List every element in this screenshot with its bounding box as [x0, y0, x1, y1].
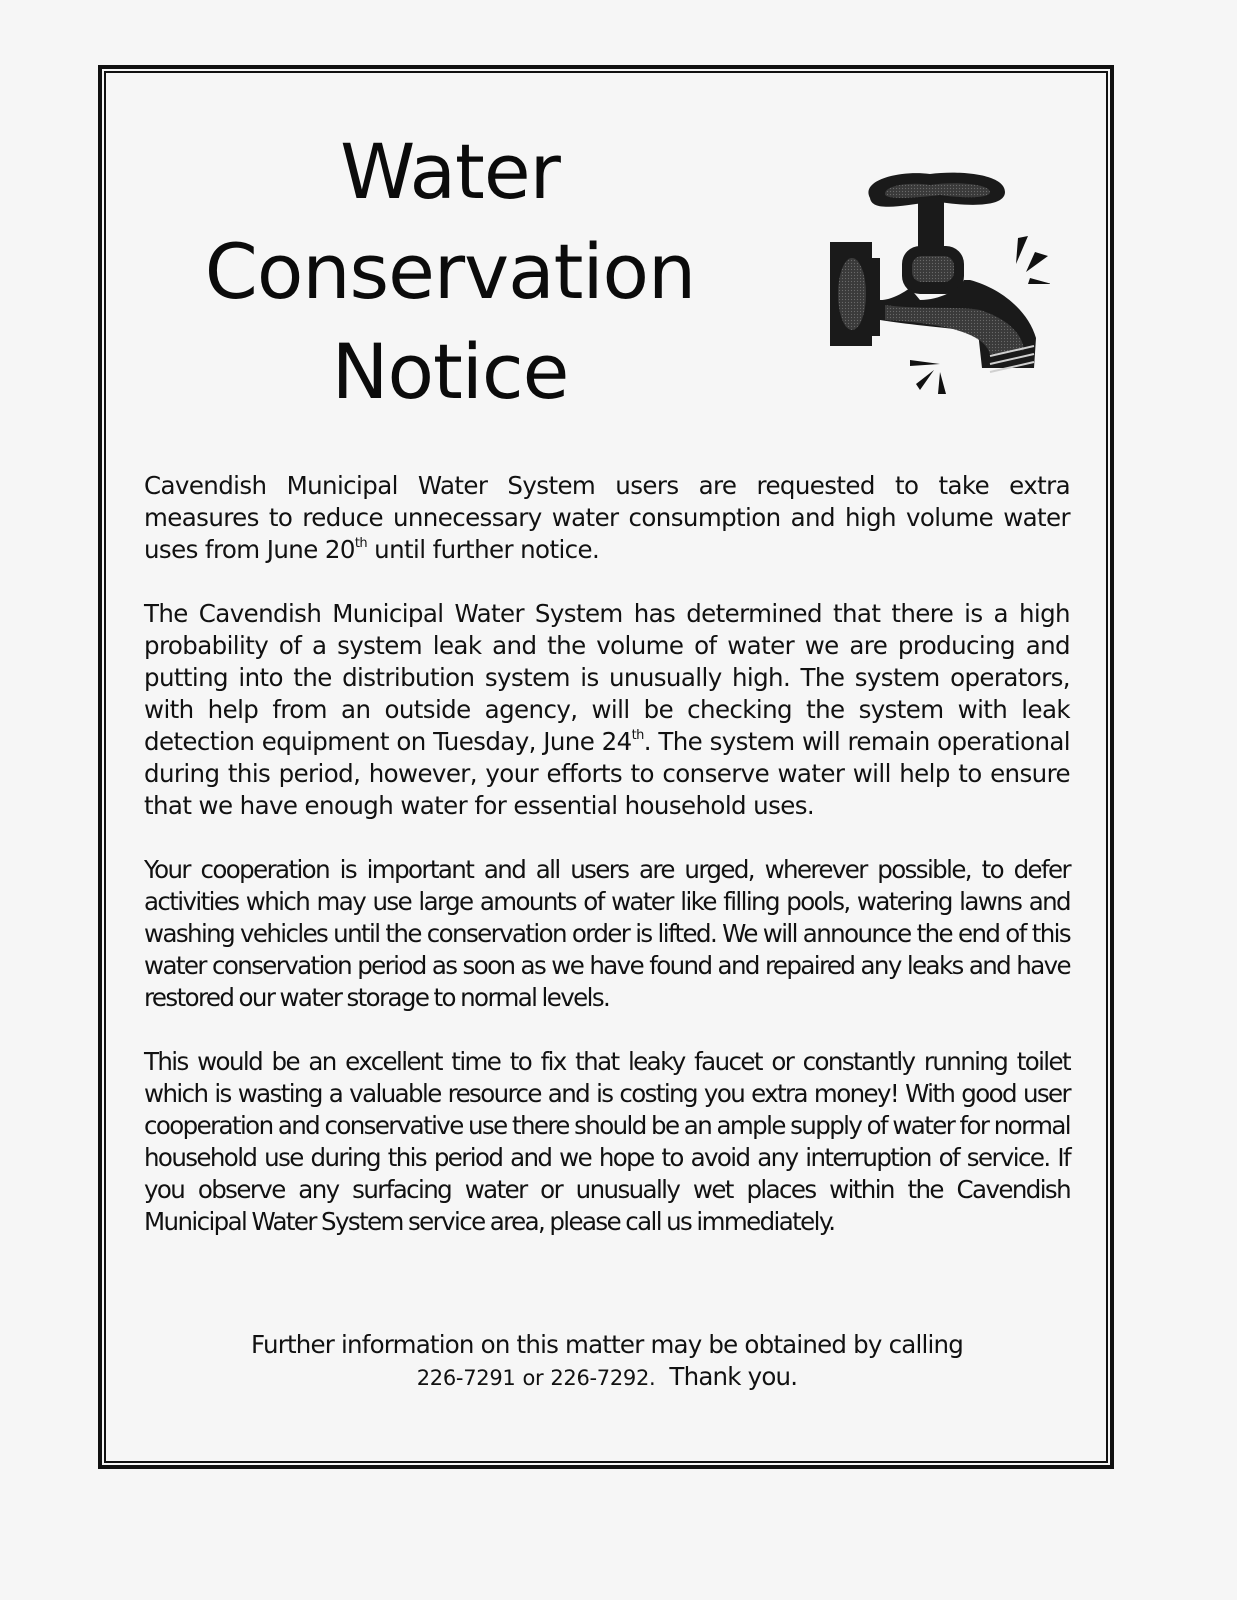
phone-number-1: 226-7291	[416, 1366, 516, 1390]
phone-separator: or	[522, 1366, 544, 1390]
phone-number-2: 226-7292.	[550, 1366, 656, 1390]
paragraph-leaky-faucet: This would be an excellent time to fix that leaky faucet or constantly running toilet which is wasting a valuable resource and is costing you extra money! With good user cooperation and conservative use there should be an ample supply of water for normal household use during this period and we hope to avoid any interruption of service. If you observe any surfacing water or unusually wet places within the Cavendish Municipal Water System service area, please call us immediately.	[144, 1047, 1070, 1236]
contact-footer	[144, 1329, 1070, 1394]
thank-you: Thank you.	[669, 1362, 798, 1391]
faucet-icon	[790, 160, 1050, 400]
title-line-1: Water	[340, 127, 560, 216]
contact-line: Further information on this matter may be obtained by calling	[251, 1330, 963, 1359]
title-line-2: Conservation	[204, 227, 696, 316]
paragraph-leak-detection: The Cavendish Municipal Water System has determined that there is a high probability of a system leak and the volume of water we are producing and putting into the distribution system is unusually high. The system operators, with help from an outside agency, will be checking the system with leak detection equipment on Tuesday, June 24th. The system will remain operational during this period, however, your efforts to conserve water will help to ensure that we have enough water for essential household uses.	[144, 599, 1071, 820]
notice-title	[170, 122, 730, 422]
title-line-3: Notice	[331, 327, 569, 416]
phone-line	[144, 1361, 1070, 1394]
notice-body	[144, 470, 1070, 1270]
paragraph-intro: Cavendish Municipal Water System users are requested to take extra measures to reduce unnecessary water consumption and high volume water uses from June 20th until further notice.	[144, 471, 1070, 564]
paragraph-cooperation: Your cooperation is important and all users are urged, wherever possible, to defer activities which may use large amounts of water like filling pools, watering lawns and washing vehicles until the conservation order is lifted. We will announce the end of this water conservation period as soon as we have found and repaired any leaks and have restored our water storage to normal levels.	[144, 855, 1070, 1012]
